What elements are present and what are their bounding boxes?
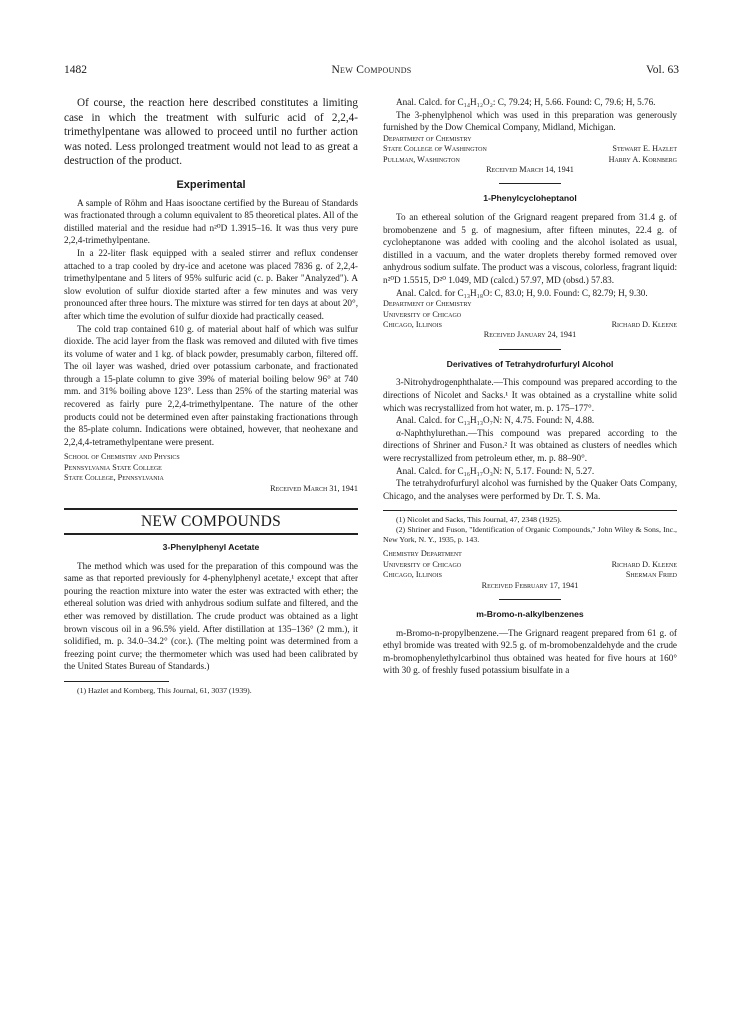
received-date: Received March 14, 1941 (486, 165, 574, 174)
compound-paragraph: m-Bromo-n-propylbenzene.—The Grignard reagent prepared from 61 g. of ethyl bromide was treated with 92.5 g. of m-bromobenzaldehyde and the crude m-bromophenylethylcarbinol thus obtained was heated for five hours at 160° with 30 g. of freshly fused potassium bisulfate in a (383, 627, 677, 676)
affiliation-block-1 (64, 452, 358, 494)
compound-paragraph: 3-Nitrohydrogenphthalate.—This compound was prepared according to the directions of Nicolet and Sacks.¹ It was obtained as a crystalline white solid which was recrystallized from hot water, m. p. 175–177°. (383, 377, 677, 413)
compound-paragraph: To an ethereal solution of the Grignard reagent prepared from 31.4 g. of bromobenzene and 5 g. of magnesium, after fifteen minutes, 22.4 g. of cycloheptanone was added with cooling and the alcohol isolated as usual, distilled in a vacuum, and the water droplets thereby formed removed over anhydrous sodium sulfate. The product was a viscous, colorless, fragrant liquid: n²⁰D 1.5515, D²⁰ 1.049, MD (calcd.) 57.97, MD (obsd.) 57.83. (383, 212, 677, 285)
received-date: Received February 17, 1941 (481, 580, 579, 590)
analysis-line: Anal. Calcd. for C₁₄H₁₂O₂: C, 79.24; H, 5.66. Found: C, 79.6; H, 5.76. (396, 97, 656, 107)
source-note: The 3-phenylphenol which was used in this preparation was generously furnished by the Dow Chemical Company, Midland, Michigan. (383, 109, 677, 133)
compound-paragraph: α-Naphthylurethan.—This compound was prepared according to the directions of Shriner and Fuson.² It was obtained as clusters of needles which were recrystallized from petroleum ether, m. p. 88–90°. (383, 427, 677, 463)
affiliation-line: School of Chemistry and Physics (64, 452, 180, 462)
affiliation-line: State College, Pennsylvania (64, 473, 164, 483)
affiliation-line: State College of Washington (383, 144, 487, 154)
separator-rule (499, 183, 561, 184)
experimental-paragraph-3: The cold trap contained 610 g. of material about half of which was sulfur dioxide. The acid layer from the flask was removed and diluted with five times its volume of water and 1 kg. of black powder, presumably carbon, filtered off. The oil layer was washed, dried over potassium carbonate, and fractionated through a 15-plate column to give 39% of material boiling below 96° at 740 mm. and 31% boiling above 123°. Less than 25% of the starting material was recovered as fairly pure 2,2,4-trimethylpentane. The nature of the other products could not be determined even after painstaking fractionations through the 85-plate column. Indications were obtained, however, that neohexane and 2,2,4,4-tetramethylpentane were present. (64, 323, 358, 447)
affiliation-block-4 (383, 549, 677, 591)
experimental-paragraph-1: A sample of Röhm and Haas isooctane certified by the Bureau of Standards was fractionated through a column equivalent to 85 theoretical plates. All of the distilled material and the residue had n²⁰D 1.3915–16. It was thus very pure 2,2,4-trimethylpentane. (64, 197, 358, 246)
intro-paragraph: Of course, the reaction here described constitutes a limiting case in which the treatment with sulfuric acid of 2,2,4-trimethylpentane was allowed to proceed until no further action was noted. Less prolonged treatment would not lead to as great a destruction of the product. (64, 97, 358, 168)
author-name: Stewart E. Hazlet (612, 144, 677, 154)
affiliation-line: Pullman, Washington (383, 154, 460, 164)
received-date: Received March 31, 1941 (270, 483, 358, 493)
author-name: Sherman Fried (625, 570, 677, 580)
analysis-line: Anal. Calcd. for C₁₃H₁₈O: C, 83.0; H, 9.0. Found: C, 82.79; H, 9.30. (396, 287, 648, 298)
compound-title-phenylcycloheptanol: 1-Phenylcycloheptanol (483, 193, 577, 204)
left-column (64, 96, 358, 696)
running-header (64, 64, 679, 80)
affiliation-line: University of Chicago (383, 309, 462, 319)
affiliation-block-3 (383, 299, 677, 341)
affiliation-line: Pennsylvania State College (64, 462, 162, 472)
experimental-paragraph-2: In a 22-liter flask equipped with a sealed stirrer and reflux condenser attached to a trap cooled by dry-ice and acetone was placed 7836 g. of 2,2,4-trimethylpentane and 5 liters of 95% sulfuric acid (c. p. Baker "Analyzed"). A slow evolution of sulfur dioxide started after a few minutes and was very pronounced after three hours. The mixture was stirred for ten days at about 20°, after which time the evolution of sulfur dioxide had practically ceased. (64, 247, 358, 321)
separator-rule (499, 349, 561, 350)
footnote: (1) Hazlet and Kornberg, This Journal, 61, 3037 (1939). (77, 686, 252, 695)
compound-title-phenylphenyl-acetate: 3-Phenylphenyl Acetate (162, 542, 260, 553)
page-number: 1482 (64, 64, 87, 76)
affiliation-line: Department of Chemistry (383, 133, 472, 143)
author-name: Richard D. Kleene (611, 319, 677, 329)
new-compounds-title: NEW COMPOUNDS (140, 513, 282, 531)
analysis-line: Anal. Calcd. for C₁₆H₁₇O₃N: N, 5.17. Found: N, 5.27. (396, 465, 595, 476)
author-name: Harry A. Kornberg (608, 154, 677, 164)
footnote: (2) Shriner and Fuson, "Identification of Organic Compounds," John Wiley & Sons, Inc., New York, N. Y., 1935, p. 143. (383, 525, 677, 545)
footnote-rule (383, 510, 677, 511)
volume-label: Vol. 63 (645, 64, 679, 76)
banner-rule-top (64, 508, 358, 510)
source-note: The tetrahydrofurfuryl alcohol was furnished by the Quaker Oats Company, Chicago, and the analyses were performed by Dr. T. S. Ma. (383, 478, 677, 501)
affiliation-line: Chicago, Illinois (383, 319, 442, 329)
journal-section: New Compounds (331, 64, 412, 76)
received-date: Received January 24, 1941 (483, 330, 577, 340)
section-heading-experimental: Experimental (176, 178, 246, 191)
affiliation-line: Chemistry Department (383, 549, 462, 559)
analysis-line: Anal. Calcd. for C₁₃H₁₃O₇N: N, 4.75. Found: N, 4.88. (396, 415, 595, 426)
compound-title-tetrahydrofurfuryl: Derivatives of Tetrahydrofurfuryl Alcohol (446, 358, 614, 369)
affiliation-line: Chicago, Illinois (383, 570, 442, 580)
right-column (383, 96, 677, 677)
affiliation-line: Department of Chemistry (383, 299, 472, 309)
footnote-rule (64, 681, 169, 682)
compound-title-bromo-alkylbenzenes: m-Bromo-n-alkylbenzenes (476, 608, 584, 619)
banner-rule-bottom (64, 533, 358, 535)
footnote: (1) Nicolet and Sacks, This Journal, 47, 2348 (1925). (396, 515, 562, 525)
author-name: Richard D. Kleene (611, 559, 677, 569)
separator-rule (499, 599, 561, 600)
new-compounds-banner (64, 508, 358, 535)
affiliation-line: University of Chicago (383, 559, 462, 569)
affiliation-block-2 (383, 134, 677, 176)
compound-paragraph: The method which was used for the preparation of this compound was the same as that reported previously for 4-phenylphenyl acetate,¹ except that after pouring the reaction mixture into water the ester was extracted with ether; the ethereal solution was dried with anhydrous sodium sulfate and filtered, and the ether was removed by distillation. The crude product was obtained as a light brown viscous oil in a 96.5% yield. After distillation at 135–136° (2 mm.), it solidified, m. p. 34.0–34.2° (cor.). (The melting point was determined from a freezing point curve; the thermometer which was used had been calibrated by the United States Bureau of Standards.) (64, 560, 358, 672)
